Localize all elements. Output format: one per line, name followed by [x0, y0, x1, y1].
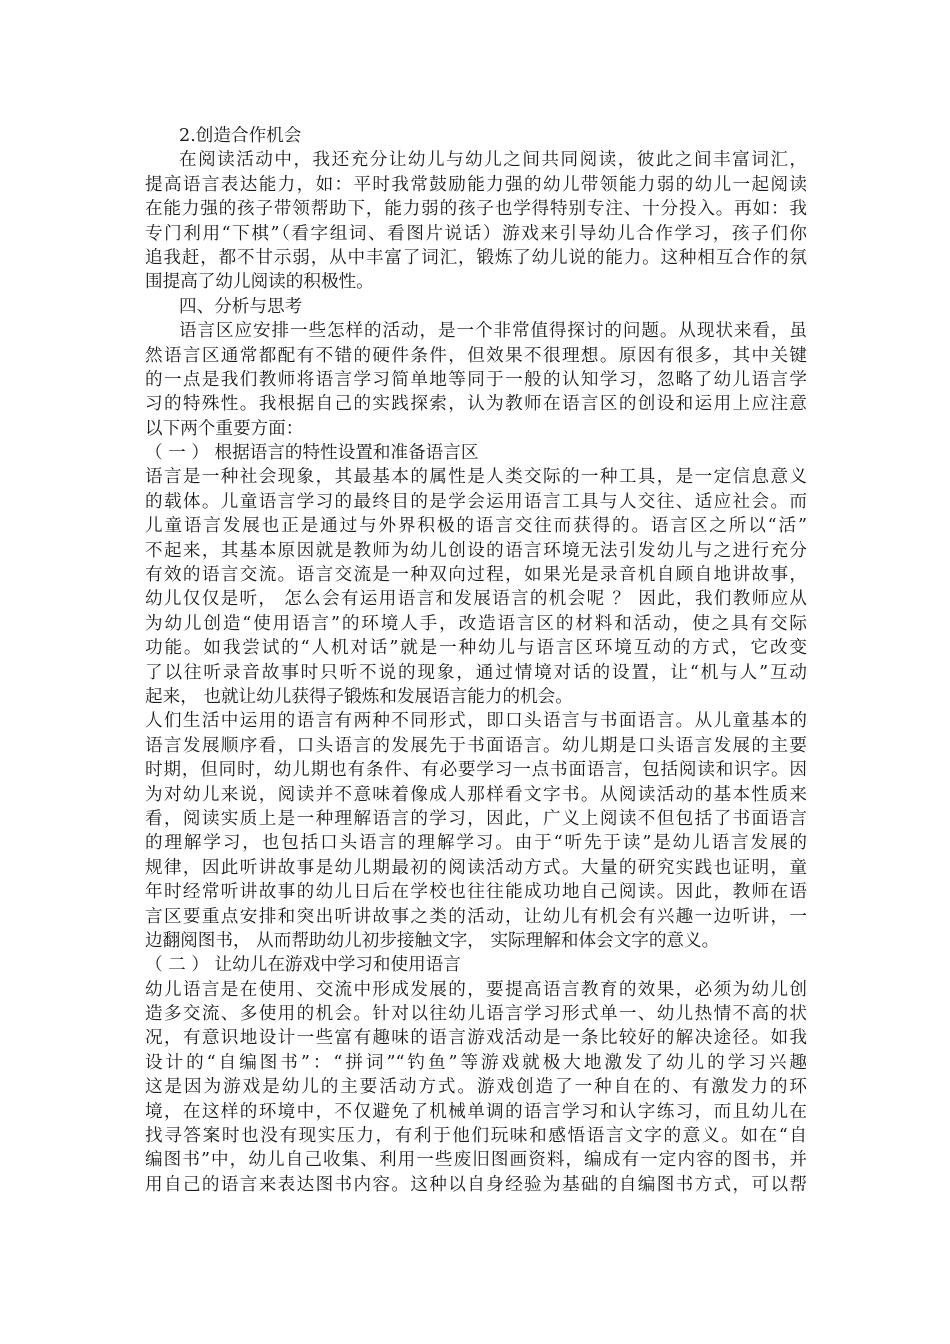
- text-line: 况，有意识地设计一些富有趣味的语言游戏活动是一条比较好的解决途径。如我: [145, 1028, 807, 1049]
- text-line: 时期，但同时，幼儿期也有条件、有必要学习一点书面语言，包括阅读和识字。因: [145, 760, 807, 781]
- text-line: 言区要重点安排和突出听讲故事之类的活动，让幼儿有机会有兴趣一边听讲，一: [145, 906, 807, 927]
- text-line: 不起来，其基本原因就是教师为幼儿创设的语言环境无法引发幼儿与之进行充分: [145, 540, 807, 561]
- text-line: 起来， 也就让幼儿获得子锻炼和发展语言能力的机会。: [145, 686, 573, 707]
- text-line: 在能力强的孩子带领帮助下，能力弱的孩子也学得特别专注、十分投入。再如：我: [145, 199, 807, 220]
- text-line: 语言区应安排一些怎样的活动，是一个非常值得探讨的问题。从现状来看，虽: [179, 321, 807, 342]
- text-line: 幼儿仅仅是听， 怎么会有运用语言和发展语言的机会呢 ？ 因此，我们教师应从: [145, 589, 807, 610]
- text-line: 提高语言表达能力，如：平时我常鼓励能力强的幼儿带领能力弱的幼儿一起阅读: [145, 174, 807, 195]
- text-line: 有效的语言交流。语言交流是一种双向过程，如果光是录音机自顾自地讲故事，: [145, 565, 807, 586]
- text-line: 找寻答案时也没有现实压力，有利于他们玩味和感悟语言文字的意义。如在“自: [145, 1126, 807, 1147]
- text-line: 幼儿语言是在使用、交流中形成发展的，要提高语言教育的效果，必须为幼儿创: [145, 979, 807, 1000]
- text-line: 人们生活中运用的语言有两种不同形式，即口头语言与书面语言。从儿童基本的: [145, 711, 807, 732]
- text-line: 追我赶，都不甘示弱，从中丰富了词汇，锻炼了幼儿说的能力。这种相互合作的氛: [145, 247, 807, 268]
- text-line: 边翻阅图书， 从而帮助幼儿初步接触文字， 实际理解和体会文字的意义。: [145, 930, 720, 951]
- text-line: 然语言区通常都配有不错的硬件条件，但效果不很理想。原因有很多，其中关键: [145, 345, 807, 366]
- text-line: 用自己的语言来表达图书内容。这种以自身经验为基础的自编图书方式，可以帮: [145, 1174, 807, 1195]
- text-line: 功能。如我尝试的“人机对话”就是一种幼儿与语言区环境互动的方式，它改变: [145, 638, 807, 659]
- text-line: 语言是一种社会现象，其最基本的属性是人类交际的一种工具，是一定信息意义: [145, 467, 807, 488]
- text-line: 年时经常听讲故事的幼儿日后在学校也往往能成功地自己阅读。因此，教师在语: [145, 882, 807, 903]
- text-line: 的载体。儿童语言学习的最终目的是学会运用语言工具与人交往、适应社会。而: [145, 491, 807, 512]
- section-heading: 2.创造合作机会: [179, 126, 302, 146]
- text-line: 的理解学习，也包括口头语言的理解学习。由于“听先于读”是幼儿语言发展的: [145, 833, 807, 854]
- text-line: 为幼儿创造“使用语言”的环境人手，改造语言区的材料和活动，使之具有交际: [145, 613, 807, 634]
- text-line: 编图书”中，幼儿自己收集、利用一些废旧图画资料，编成有一定内容的图书，并: [145, 1150, 807, 1171]
- text-line: 儿童语言发展也正是通过与外界积极的语言交往而获得的。语言区之所以“活”: [145, 516, 807, 537]
- text-line: 在阅读活动中，我还充分让幼儿与幼儿之间共同阅读，彼此之间丰富词汇，: [179, 150, 807, 171]
- text-line: 了以往听录音故事时只听不说的现象，通过情境对话的设置，让“机与人”互动: [145, 662, 807, 683]
- text-line: （ 二 ） 让幼儿在游戏中学习和使用语言: [145, 955, 461, 976]
- text-line: （ 一 ） 根据语言的特性设置和准备语言区: [145, 443, 479, 464]
- text-line: 这是因为游戏是幼儿的主要活动方式。游戏创造了一种自在的、有激发力的环: [145, 1077, 807, 1098]
- section-heading: 四、分析与思考: [179, 296, 303, 317]
- text-line: 设计的“自编图书”：“拼词”“钓鱼”等游戏就极大地激发了幼儿的学习兴趣: [145, 1052, 807, 1073]
- text-line: 习的特殊性。我根据自己的实践探索，认为教师在语言区的创设和运用上应注意: [145, 394, 807, 415]
- text-line: 规律，因此听讲故事是幼儿期最初的阅读活动方式。大量的研究实践也证明，童: [145, 857, 807, 878]
- text-line: 为对幼儿来说，阅读并不意味着像成人那样看文字书。从阅读活动的基本性质来: [145, 784, 807, 805]
- text-line: 看，阅读实质上是一种理解语言的学习，因此，广义上阅读不但包括了书面语言: [145, 808, 807, 829]
- text-line: 语言发展顺序看，口头语言的发展先于书面语言。幼儿期是口头语言发展的主要: [145, 735, 807, 756]
- text-line: 专门利用“下棋”（看字组词、看图片说话）游戏来引导幼儿合作学习，孩子们你: [145, 223, 807, 244]
- document-body: [145, 124, 807, 1197]
- text-line: 境，在这样的环境中，不仅避免了机械单调的语言学习和认字练习，而且幼儿在: [145, 1101, 807, 1122]
- text-line: 的一点是我们教师将语言学习简单地等同于一般的认知学习，忽略了幼儿语言学: [145, 369, 807, 390]
- text-line: 围提高了幼儿阅读的积极性。: [145, 272, 374, 293]
- text-line: 以下两个重要方面：: [145, 418, 304, 439]
- text-line: 造多交流、多使用的机会。针对以往幼儿语言学习形式单一、幼儿热情不高的状: [145, 1004, 807, 1025]
